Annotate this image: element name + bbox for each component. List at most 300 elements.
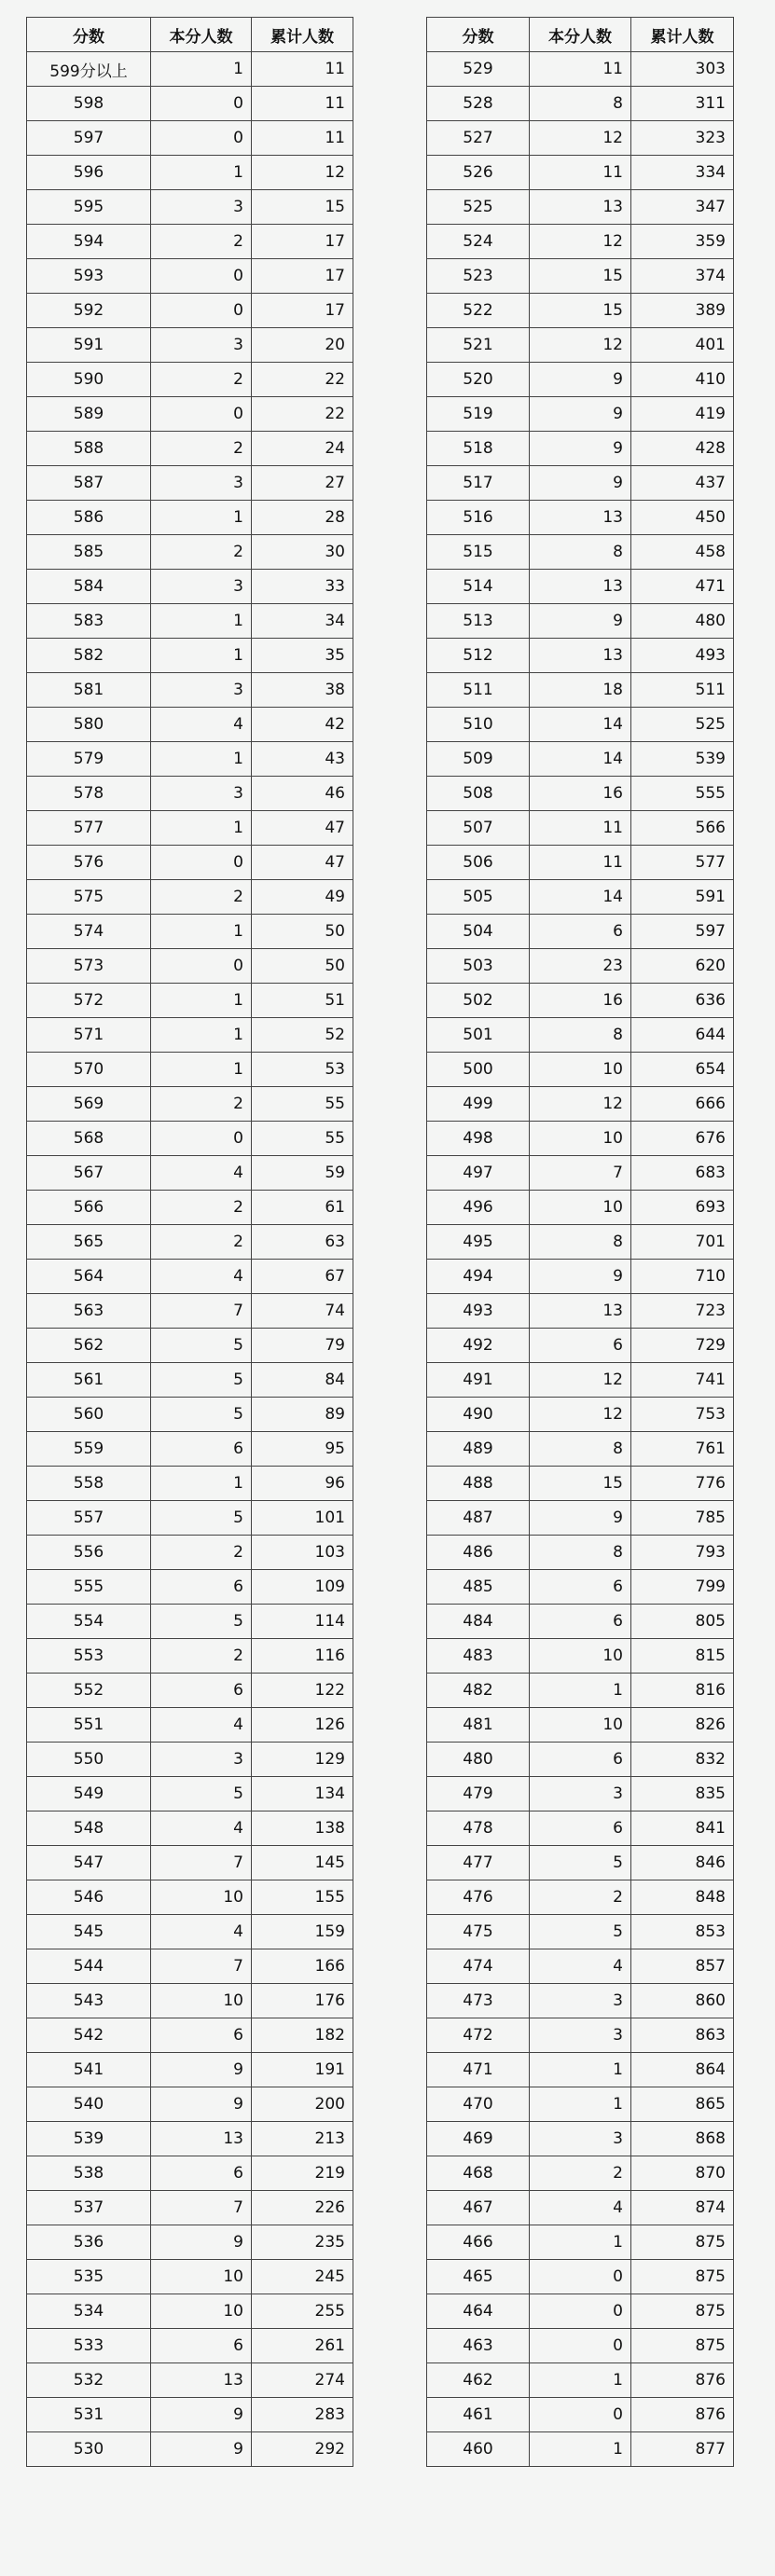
cell-cumulative: 145 — [252, 1846, 353, 1880]
cell-count: 15 — [530, 259, 631, 294]
cell-cumulative: 437 — [631, 466, 734, 501]
table-row — [427, 2122, 734, 2156]
table-row — [27, 1087, 353, 1122]
cell-cumulative: 875 — [631, 2329, 734, 2363]
cell-score: 487 — [427, 1501, 530, 1536]
cell-cumulative: 323 — [631, 121, 734, 156]
table-row — [27, 2225, 353, 2260]
cell-score: 514 — [427, 570, 530, 604]
table-row — [27, 1191, 353, 1225]
table-row — [27, 639, 353, 673]
cell-cumulative: 799 — [631, 1570, 734, 1605]
cell-cumulative: 846 — [631, 1846, 734, 1880]
cell-cumulative: 63 — [252, 1225, 353, 1260]
cell-score: 585 — [27, 535, 151, 570]
cell-cumulative: 863 — [631, 2018, 734, 2053]
cell-cumulative: 815 — [631, 1639, 734, 1674]
cell-cumulative: 46 — [252, 777, 353, 811]
cell-score: 475 — [427, 1915, 530, 1949]
table-row — [427, 915, 734, 949]
cell-score: 517 — [427, 466, 530, 501]
header-score: 分数 — [427, 18, 530, 52]
cell-score: 490 — [427, 1398, 530, 1432]
cell-cumulative: 126 — [252, 1708, 353, 1743]
cell-count: 7 — [530, 1156, 631, 1191]
cell-cumulative: 79 — [252, 1329, 353, 1363]
cell-cumulative: 493 — [631, 639, 734, 673]
table-row — [27, 1846, 353, 1880]
cell-count: 1 — [530, 2053, 631, 2087]
cell-count: 9 — [530, 432, 631, 466]
table-row — [27, 432, 353, 466]
cell-cumulative: 38 — [252, 673, 353, 708]
cell-score: 553 — [27, 1639, 151, 1674]
cell-score: 477 — [427, 1846, 530, 1880]
cell-score: 535 — [27, 2260, 151, 2294]
cell-score: 595 — [27, 190, 151, 225]
cell-score: 473 — [427, 1984, 530, 2018]
cell-count: 10 — [530, 1639, 631, 1674]
cell-count: 14 — [530, 708, 631, 742]
table-row — [27, 1467, 353, 1501]
cell-cumulative: 52 — [252, 1018, 353, 1053]
cell-score: 521 — [427, 328, 530, 363]
table-row — [27, 363, 353, 397]
cell-score: 523 — [427, 259, 530, 294]
cell-cumulative: 226 — [252, 2191, 353, 2225]
table-row — [427, 190, 734, 225]
table-row — [27, 673, 353, 708]
table-row — [427, 501, 734, 535]
cell-score: 479 — [427, 1777, 530, 1811]
table-row — [427, 1915, 734, 1949]
table-row — [427, 2018, 734, 2053]
cell-score: 496 — [427, 1191, 530, 1225]
cell-score: 486 — [427, 1536, 530, 1570]
cell-score: 591 — [27, 328, 151, 363]
table-row — [27, 466, 353, 501]
cell-count: 8 — [530, 1225, 631, 1260]
cell-cumulative: 122 — [252, 1674, 353, 1708]
cell-count: 12 — [530, 1087, 631, 1122]
table-row — [27, 87, 353, 121]
cell-cumulative: 776 — [631, 1467, 734, 1501]
cell-count: 10 — [530, 1708, 631, 1743]
cell-count: 13 — [530, 501, 631, 535]
cell-score: 516 — [427, 501, 530, 535]
table-row — [427, 2329, 734, 2363]
cell-score: 505 — [427, 880, 530, 915]
cell-cumulative: 875 — [631, 2260, 734, 2294]
cell-count: 4 — [151, 1915, 252, 1949]
cell-cumulative: 274 — [252, 2363, 353, 2398]
cell-count: 4 — [530, 1949, 631, 1984]
cell-cumulative: 311 — [631, 87, 734, 121]
cell-count: 7 — [151, 1294, 252, 1329]
cell-count: 12 — [530, 1398, 631, 1432]
cell-cumulative: 50 — [252, 915, 353, 949]
table-row — [427, 328, 734, 363]
cell-score: 482 — [427, 1674, 530, 1708]
table-row — [427, 742, 734, 777]
cell-count: 5 — [151, 1605, 252, 1639]
cell-count: 1 — [151, 501, 252, 535]
cell-count: 9 — [151, 2432, 252, 2467]
cell-count: 9 — [530, 1260, 631, 1294]
cell-count: 6 — [151, 1674, 252, 1708]
table-row — [427, 2225, 734, 2260]
table-row — [427, 949, 734, 984]
cell-cumulative: 374 — [631, 259, 734, 294]
cell-score: 463 — [427, 2329, 530, 2363]
cell-count: 0 — [151, 294, 252, 328]
cell-score: 587 — [27, 466, 151, 501]
table-row — [427, 1294, 734, 1329]
table-row — [427, 1674, 734, 1708]
cell-cumulative: 74 — [252, 1294, 353, 1329]
cell-cumulative: 17 — [252, 259, 353, 294]
cell-cumulative: 182 — [252, 2018, 353, 2053]
table-row — [427, 1639, 734, 1674]
table-row — [427, 397, 734, 432]
cell-cumulative: 471 — [631, 570, 734, 604]
cell-count: 4 — [151, 708, 252, 742]
cell-cumulative: 419 — [631, 397, 734, 432]
cell-score: 518 — [427, 432, 530, 466]
cell-count: 6 — [530, 1570, 631, 1605]
header-count: 本分人数 — [530, 18, 631, 52]
table-row — [427, 2363, 734, 2398]
cell-score: 559 — [27, 1432, 151, 1467]
cell-score: 508 — [427, 777, 530, 811]
cell-cumulative: 43 — [252, 742, 353, 777]
table-row — [427, 1984, 734, 2018]
table-row — [27, 397, 353, 432]
table-row — [427, 570, 734, 604]
cell-score: 554 — [27, 1605, 151, 1639]
cell-count: 1 — [530, 2363, 631, 2398]
table-row — [27, 121, 353, 156]
cell-score: 570 — [27, 1053, 151, 1087]
cell-score: 579 — [27, 742, 151, 777]
table-row — [427, 1708, 734, 1743]
table-row — [27, 190, 353, 225]
cell-score: 498 — [427, 1122, 530, 1156]
cell-count: 9 — [151, 2087, 252, 2122]
table-row — [27, 1122, 353, 1156]
cell-score: 590 — [27, 363, 151, 397]
cell-score: 462 — [427, 2363, 530, 2398]
table-row — [27, 501, 353, 535]
table-row — [27, 1018, 353, 1053]
cell-score: 593 — [27, 259, 151, 294]
table-row — [27, 708, 353, 742]
cell-score: 515 — [427, 535, 530, 570]
cell-score: 543 — [27, 1984, 151, 2018]
cell-count: 13 — [530, 190, 631, 225]
cell-score: 540 — [27, 2087, 151, 2122]
cell-count: 14 — [530, 880, 631, 915]
cell-cumulative: 176 — [252, 1984, 353, 2018]
table-row — [427, 1398, 734, 1432]
cell-score: 546 — [27, 1880, 151, 1915]
table-row — [427, 1743, 734, 1777]
cell-count: 8 — [530, 87, 631, 121]
cell-count: 11 — [530, 52, 631, 87]
cell-cumulative: 103 — [252, 1536, 353, 1570]
table-row — [427, 363, 734, 397]
cell-cumulative: 213 — [252, 2122, 353, 2156]
table-row — [427, 1260, 734, 1294]
table-row — [427, 2294, 734, 2329]
cell-cumulative: 283 — [252, 2398, 353, 2432]
cell-count: 2 — [151, 432, 252, 466]
cell-score: 466 — [427, 2225, 530, 2260]
cell-cumulative: 95 — [252, 1432, 353, 1467]
cell-count: 9 — [530, 1501, 631, 1536]
cell-score: 497 — [427, 1156, 530, 1191]
cell-count: 6 — [530, 1605, 631, 1639]
cell-cumulative: 816 — [631, 1674, 734, 1708]
cell-score: 532 — [27, 2363, 151, 2398]
cell-count: 3 — [151, 328, 252, 363]
cell-cumulative: 555 — [631, 777, 734, 811]
cell-cumulative: 676 — [631, 1122, 734, 1156]
cell-cumulative: 832 — [631, 1743, 734, 1777]
cell-count: 11 — [530, 156, 631, 190]
table-row — [427, 1225, 734, 1260]
table-row — [427, 1122, 734, 1156]
table-row — [27, 1777, 353, 1811]
table-row — [427, 259, 734, 294]
cell-score: 468 — [427, 2156, 530, 2191]
cell-score: 582 — [27, 639, 151, 673]
cell-score: 528 — [427, 87, 530, 121]
cell-count: 6 — [530, 1329, 631, 1363]
cell-score: 481 — [427, 1708, 530, 1743]
cell-count: 0 — [530, 2398, 631, 2432]
cell-cumulative: 22 — [252, 363, 353, 397]
cell-count: 1 — [530, 1674, 631, 1708]
table-row — [427, 1777, 734, 1811]
table-row — [427, 1191, 734, 1225]
cell-count: 0 — [151, 121, 252, 156]
table-row — [27, 225, 353, 259]
table-row — [427, 156, 734, 190]
cell-score: 573 — [27, 949, 151, 984]
cell-count: 0 — [151, 1122, 252, 1156]
cell-cumulative: 591 — [631, 880, 734, 915]
cell-count: 3 — [151, 777, 252, 811]
cell-score: 519 — [427, 397, 530, 432]
cell-score: 592 — [27, 294, 151, 328]
cell-score: 541 — [27, 2053, 151, 2087]
table-row — [27, 1605, 353, 1639]
cell-count: 0 — [151, 949, 252, 984]
table-row — [427, 1570, 734, 1605]
cell-count: 3 — [530, 1777, 631, 1811]
cell-score: 597 — [27, 121, 151, 156]
cell-score: 538 — [27, 2156, 151, 2191]
cell-count: 8 — [530, 535, 631, 570]
cell-score: 478 — [427, 1811, 530, 1846]
cell-count: 10 — [530, 1053, 631, 1087]
cell-count: 1 — [151, 604, 252, 639]
cell-count: 12 — [530, 1363, 631, 1398]
table-row — [27, 1674, 353, 1708]
cell-count: 4 — [151, 1260, 252, 1294]
cell-score: 485 — [427, 1570, 530, 1605]
cell-cumulative: 235 — [252, 2225, 353, 2260]
table-row — [27, 1432, 353, 1467]
cell-cumulative: 191 — [252, 2053, 353, 2087]
cell-score: 504 — [427, 915, 530, 949]
cell-count: 1 — [151, 639, 252, 673]
table-row — [27, 2156, 353, 2191]
cell-cumulative: 359 — [631, 225, 734, 259]
cell-cumulative: 17 — [252, 225, 353, 259]
table-row — [427, 1467, 734, 1501]
header-score: 分数 — [27, 18, 151, 52]
table-row — [427, 2053, 734, 2087]
table-row — [27, 2363, 353, 2398]
cell-score: 476 — [427, 1880, 530, 1915]
table-row — [27, 1570, 353, 1605]
cell-count: 3 — [151, 466, 252, 501]
cell-count: 6 — [151, 2018, 252, 2053]
cell-score: 510 — [427, 708, 530, 742]
cell-score: 507 — [427, 811, 530, 846]
table-row — [27, 570, 353, 604]
cell-cumulative: 683 — [631, 1156, 734, 1191]
cell-score: 558 — [27, 1467, 151, 1501]
cell-score: 522 — [427, 294, 530, 328]
cell-count: 10 — [530, 1122, 631, 1156]
cell-cumulative: 805 — [631, 1605, 734, 1639]
cell-count: 1 — [530, 2225, 631, 2260]
cell-count: 5 — [151, 1777, 252, 1811]
cell-score: 529 — [427, 52, 530, 87]
cell-count: 3 — [151, 570, 252, 604]
table-row — [427, 777, 734, 811]
cell-score: 580 — [27, 708, 151, 742]
cell-count: 23 — [530, 949, 631, 984]
cell-count: 8 — [530, 1432, 631, 1467]
score-table-right — [426, 17, 734, 2467]
cell-cumulative: 17 — [252, 294, 353, 328]
table-header-row — [427, 18, 734, 52]
cell-score: 511 — [427, 673, 530, 708]
cell-count: 7 — [151, 1846, 252, 1880]
cell-count: 5 — [151, 1501, 252, 1536]
cell-count: 10 — [151, 2294, 252, 2329]
cell-count: 15 — [530, 294, 631, 328]
cell-count: 3 — [151, 190, 252, 225]
cell-score: 537 — [27, 2191, 151, 2225]
table-row — [427, 639, 734, 673]
table-row — [427, 604, 734, 639]
cell-score: 569 — [27, 1087, 151, 1122]
cell-cumulative: 109 — [252, 1570, 353, 1605]
cell-cumulative: 826 — [631, 1708, 734, 1743]
cell-cumulative: 59 — [252, 1156, 353, 1191]
table-row — [27, 742, 353, 777]
table-row — [27, 2122, 353, 2156]
cell-cumulative: 710 — [631, 1260, 734, 1294]
cell-cumulative: 138 — [252, 1811, 353, 1846]
cell-cumulative: 12 — [252, 156, 353, 190]
cell-cumulative: 723 — [631, 1294, 734, 1329]
cell-count: 2 — [151, 880, 252, 915]
cell-score: 460 — [427, 2432, 530, 2467]
cell-cumulative: 654 — [631, 1053, 734, 1087]
cell-cumulative: 28 — [252, 501, 353, 535]
cell-cumulative: 33 — [252, 570, 353, 604]
cell-score: 506 — [427, 846, 530, 880]
cell-cumulative: 55 — [252, 1087, 353, 1122]
cell-count: 18 — [530, 673, 631, 708]
cell-count: 5 — [530, 1846, 631, 1880]
cell-score: 483 — [427, 1639, 530, 1674]
cell-cumulative: 11 — [252, 52, 353, 87]
cell-cumulative: 539 — [631, 742, 734, 777]
cell-cumulative: 11 — [252, 121, 353, 156]
table-row — [27, 915, 353, 949]
cell-count: 14 — [530, 742, 631, 777]
table-row — [427, 2260, 734, 2294]
cell-cumulative: 876 — [631, 2398, 734, 2432]
cell-cumulative: 566 — [631, 811, 734, 846]
cell-count: 2 — [530, 2156, 631, 2191]
cell-cumulative: 166 — [252, 1949, 353, 1984]
cell-score: 572 — [27, 984, 151, 1018]
table-row — [27, 2329, 353, 2363]
cell-cumulative: 51 — [252, 984, 353, 1018]
table-row — [427, 466, 734, 501]
cell-score: 589 — [27, 397, 151, 432]
cell-cumulative: 34 — [252, 604, 353, 639]
table-row — [427, 1053, 734, 1087]
table-row — [427, 294, 734, 328]
cell-count: 1 — [151, 1467, 252, 1501]
table-row — [27, 259, 353, 294]
cell-count: 6 — [530, 1811, 631, 1846]
table-row — [27, 156, 353, 190]
cell-cumulative: 134 — [252, 1777, 353, 1811]
table-row — [427, 1880, 734, 1915]
cell-cumulative: 67 — [252, 1260, 353, 1294]
cell-score: 536 — [27, 2225, 151, 2260]
cell-count: 10 — [151, 2260, 252, 2294]
cell-count: 0 — [530, 2260, 631, 2294]
table-row — [427, 1846, 734, 1880]
cell-score: 499 — [427, 1087, 530, 1122]
cell-count: 2 — [530, 1880, 631, 1915]
table-row — [427, 225, 734, 259]
cell-count: 9 — [530, 363, 631, 397]
cell-count: 1 — [151, 52, 252, 87]
cell-count: 11 — [530, 846, 631, 880]
cell-score: 588 — [27, 432, 151, 466]
cell-count: 2 — [151, 1639, 252, 1674]
cell-score: 544 — [27, 1949, 151, 1984]
cell-score: 467 — [427, 2191, 530, 2225]
table-row — [27, 880, 353, 915]
cell-cumulative: 401 — [631, 328, 734, 363]
cell-score: 461 — [427, 2398, 530, 2432]
table-row — [427, 811, 734, 846]
cell-count: 4 — [151, 1708, 252, 1743]
